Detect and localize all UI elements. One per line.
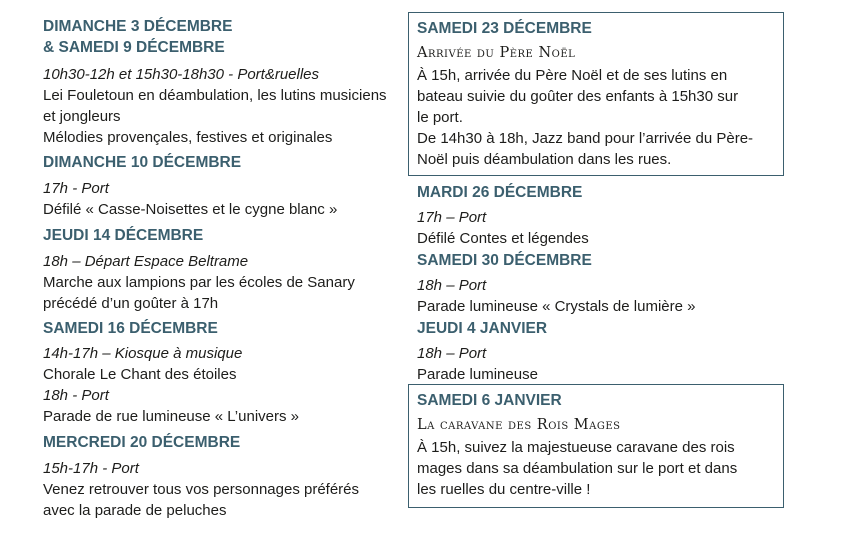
event-heading: DIMANCHE 10 DÉCEMBRE [43, 154, 242, 171]
event-desc: le port. [417, 109, 463, 126]
event-time: 15h-17h - Port [43, 460, 139, 477]
event-time: 17h – Port [417, 209, 487, 226]
event-heading: SAMEDI 6 JANVIER [417, 392, 562, 409]
event-time: 18h – Port [417, 277, 487, 294]
event-heading: SAMEDI 30 DÉCEMBRE [417, 252, 592, 269]
event-heading: MERCREDI 20 DÉCEMBRE [43, 434, 241, 451]
event-dec-3-9 [43, 16, 405, 58]
event-time: 18h - Port [43, 387, 109, 404]
event-desc: les ruelles du centre-ville ! [417, 481, 591, 498]
event-heading: JEUDI 4 JANVIER [417, 320, 548, 337]
event-desc: Chorale Le Chant des étoiles [43, 366, 237, 383]
event-time: 18h – Départ Espace Beltrame [43, 253, 249, 270]
event-heading: MARDI 26 DÉCEMBRE [417, 184, 583, 201]
event-subtitle: La caravane des Rois Mages [417, 417, 621, 433]
event-subtitle: Arrivée du Père Noël [417, 45, 576, 61]
event-desc: De 14h30 à 18h, Jazz band pour l’arrivée du Père- [417, 130, 754, 147]
event-desc: Mélodies provençales, festives et originales [43, 129, 333, 146]
event-desc: et jongleurs [43, 108, 121, 125]
event-desc: Venez retrouver tous vos personnages préférés [43, 481, 360, 498]
event-desc: précédé d’un goûter à 17h [43, 295, 219, 312]
event-time: 14h-17h – Kiosque à musique [43, 345, 243, 362]
event-heading: SAMEDI 23 DÉCEMBRE [417, 20, 592, 37]
event-desc: bateau suivie du goûter des enfants à 15h30 sur [417, 88, 739, 105]
event-desc: Noël puis déambulation dans les rues. [417, 151, 672, 168]
event-heading: DIMANCHE 3 DÉCEMBRE [43, 18, 233, 35]
event-heading-2: & SAMEDI 9 DÉCEMBRE [43, 39, 225, 56]
event-time: 18h – Port [417, 345, 487, 362]
event-desc: Parade lumineuse « Crystals de lumière » [417, 298, 696, 315]
highlight-box-dec-23 [408, 12, 784, 176]
event-desc: Défilé « Casse-Noisettes et le cygne blanc » [43, 201, 338, 218]
event-desc: Lei Fouletoun en déambulation, les lutins musiciens [43, 87, 387, 104]
event-desc: Défilé Contes et légendes [417, 230, 589, 247]
event-desc: À 15h, suivez la majestueuse caravane des rois [417, 439, 735, 456]
event-desc: Parade lumineuse [417, 366, 538, 383]
event-desc: Parade de rue lumineuse « L’univers » [43, 408, 299, 425]
highlight-box-jan-6 [408, 384, 784, 508]
event-desc: À 15h, arrivée du Père Noël et de ses lutins en [417, 67, 728, 84]
event-desc: Marche aux lampions par les écoles de Sanary [43, 274, 355, 291]
event-desc: mages dans sa déambulation sur le port et dans [417, 460, 738, 477]
event-desc: avec la parade de peluches [43, 502, 227, 519]
event-time: 17h - Port [43, 180, 109, 197]
event-heading: JEUDI 14 DÉCEMBRE [43, 227, 204, 244]
event-heading: SAMEDI 16 DÉCEMBRE [43, 320, 218, 337]
event-time: 10h30-12h et 15h30-18h30 - Port&ruelles [43, 66, 320, 83]
